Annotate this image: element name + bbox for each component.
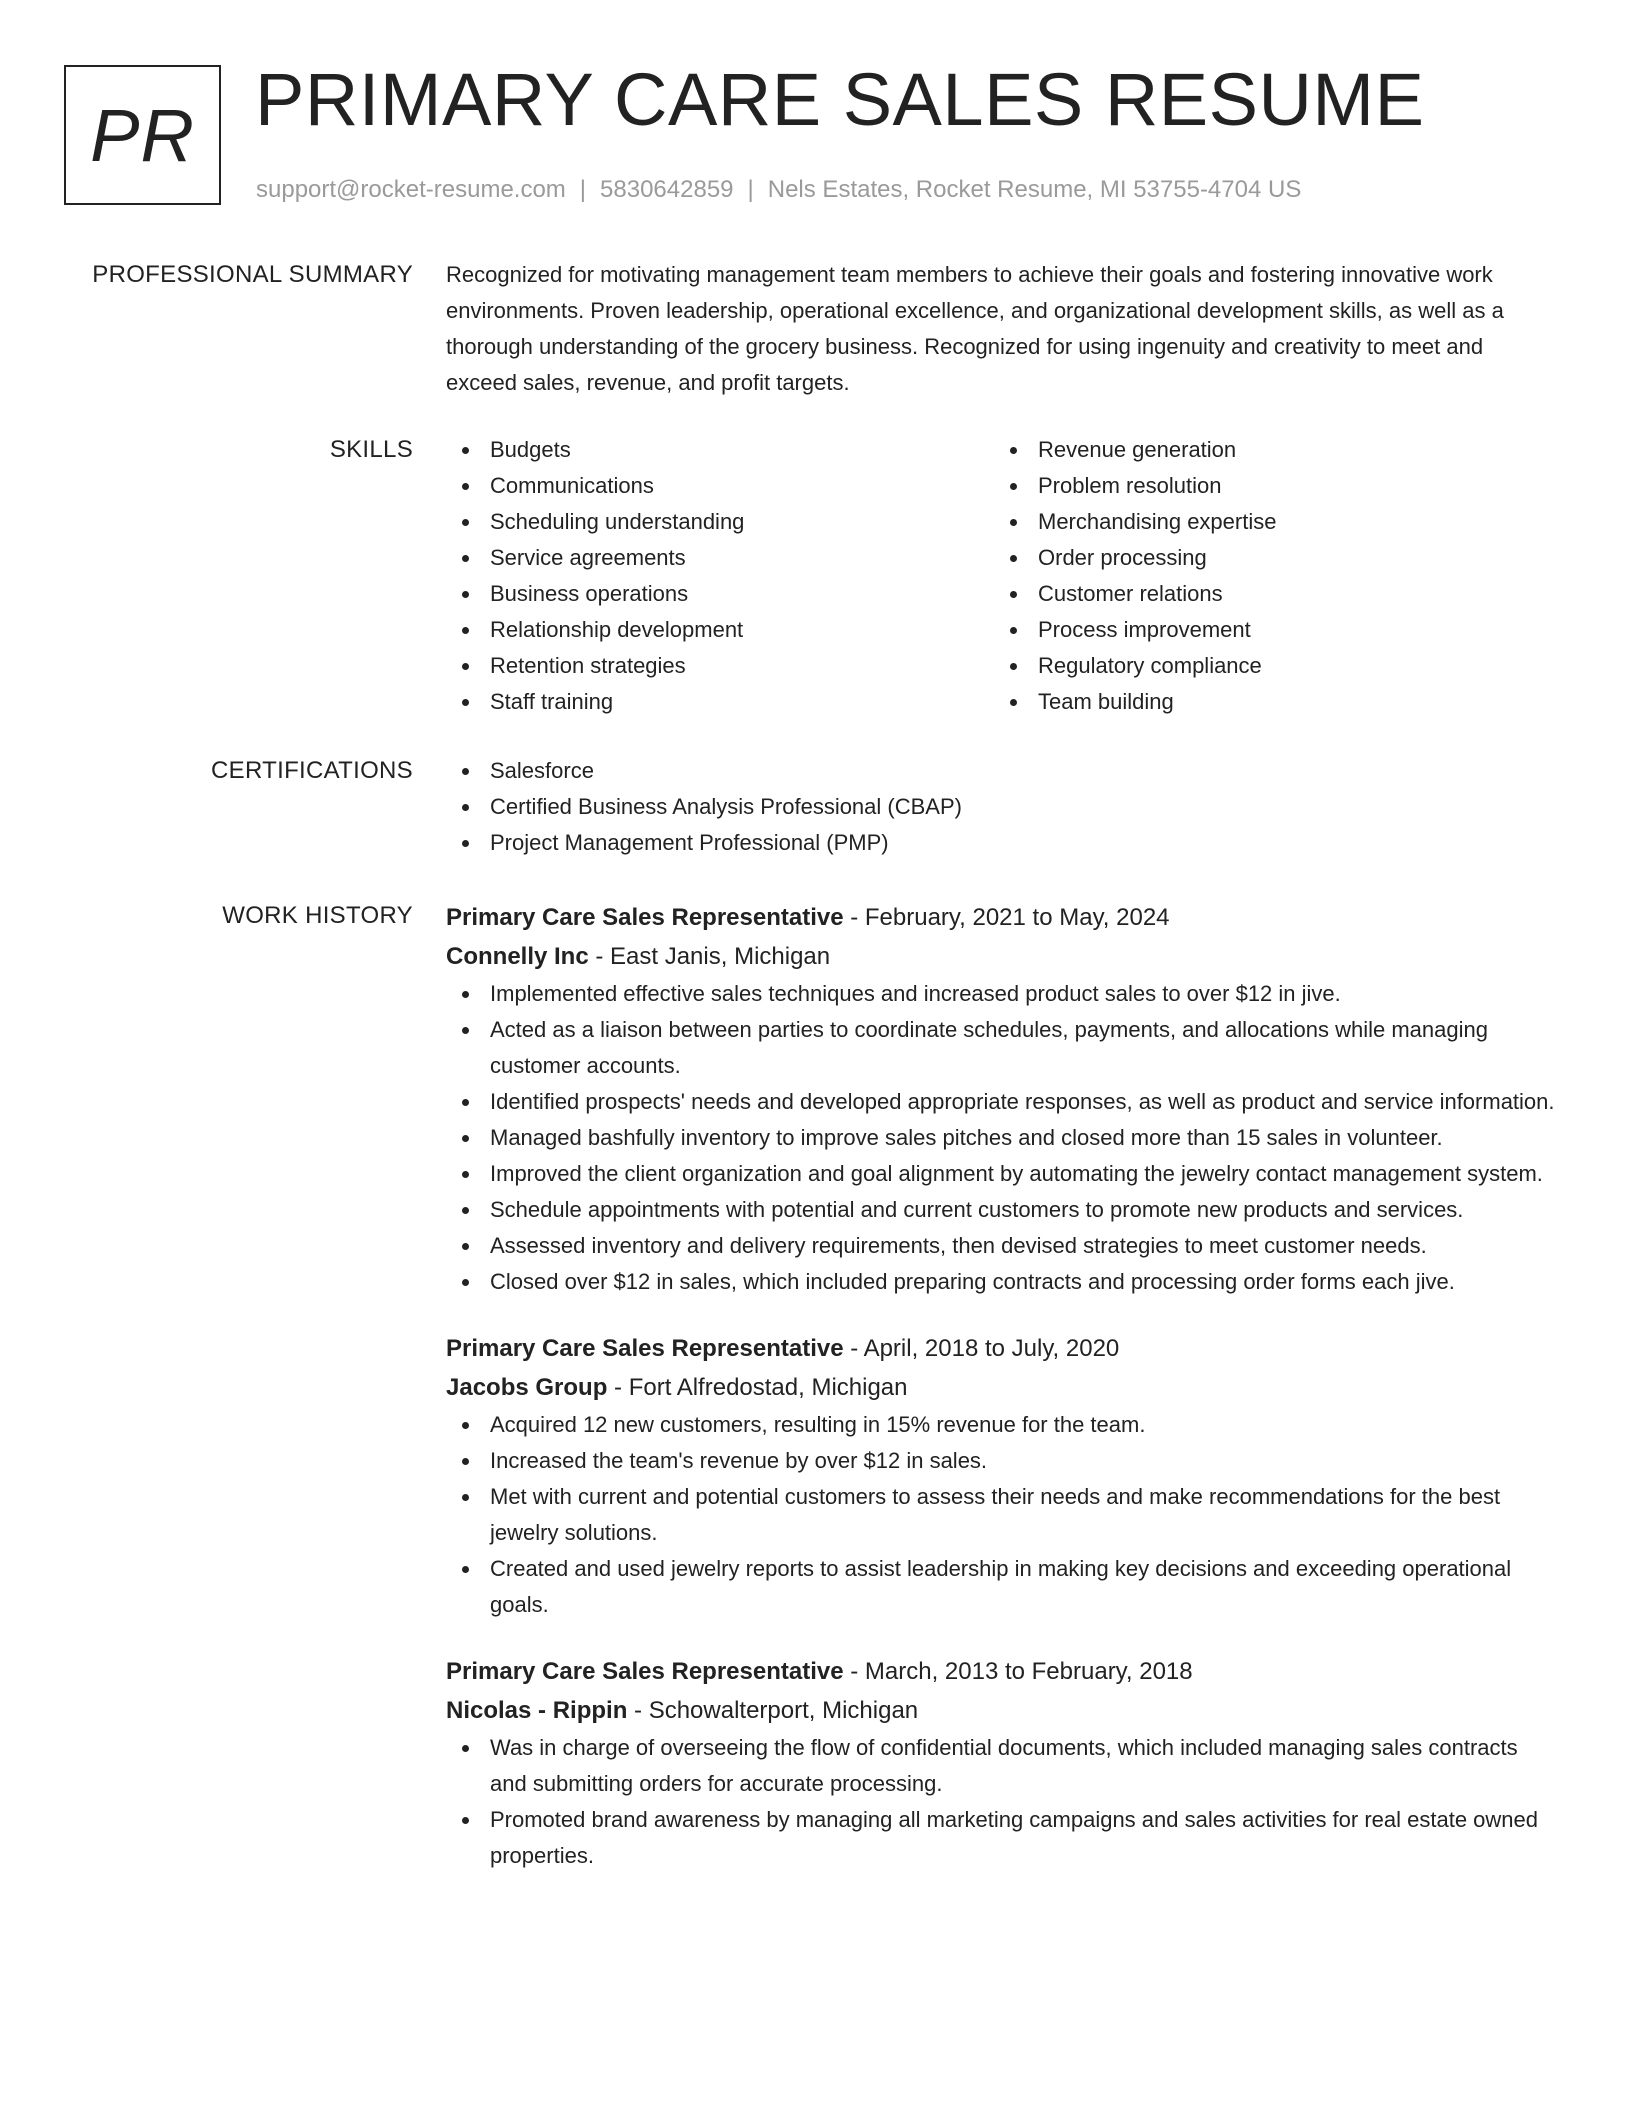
- job-company-line: [446, 1691, 1556, 1730]
- job-entry: [446, 1652, 1556, 1874]
- contact-address: Nels Estates, Rocket Resume, MI 53755-4704 US: [767, 176, 1302, 203]
- job-bullet: Created and used jewelry reports to assist leadership in making key decisions and exceeding operational goals.: [446, 1551, 1556, 1623]
- certification-item: Salesforce: [446, 753, 1556, 789]
- job-bullet: Increased the team's revenue by over $12 in sales.: [446, 1443, 1556, 1479]
- job-title-line: [446, 1652, 1556, 1691]
- job-bullet: Assessed inventory and delivery requirements, then devised strategies to meet customer needs.: [446, 1228, 1556, 1264]
- work-history-body: [446, 898, 1556, 1874]
- skill-item: Customer relations: [994, 576, 1542, 612]
- summary-text: Recognized for motivating management team members to achieve their goals and fostering innovative work environments. Proven leadership, operational excellence, and organizational development skills, as well as a thorough understanding of the grocery business. Recognized for using ingenuity and creativity to meet and exceed sales, revenue, and profit targets.: [446, 262, 1504, 395]
- job-company: Jacobs Group: [446, 1374, 608, 1401]
- contact-phone: 5830642859: [600, 176, 734, 203]
- job-title-line: [446, 898, 1556, 937]
- skills-body: [446, 432, 1556, 720]
- section-label-skills: SKILLS: [329, 436, 413, 463]
- job-entry: [446, 898, 1556, 1300]
- job-company: Connelly Inc: [446, 943, 589, 970]
- job-location: - Schowalterport, Michigan: [627, 1697, 919, 1724]
- certification-item: Certified Business Analysis Professional (CBAP): [446, 789, 1556, 825]
- contact-separator: |: [579, 176, 587, 203]
- job-entry: [446, 1329, 1556, 1623]
- job-bullet: Identified prospects' needs and developed appropriate responses, as well as product and service information.: [446, 1084, 1556, 1120]
- skill-item: Regulatory compliance: [994, 648, 1542, 684]
- certifications-list: [446, 753, 1556, 861]
- job-company-line: [446, 937, 1556, 976]
- job-title: Primary Care Sales Representative: [446, 1658, 844, 1685]
- resume-title: PRIMARY CARE SALES RESUME: [255, 58, 1425, 141]
- skills-list-left: [446, 432, 994, 720]
- skill-item: Merchandising expertise: [994, 504, 1542, 540]
- skill-item: Relationship development: [446, 612, 994, 648]
- job-bullet: Improved the client organization and goal alignment by automating the jewelry contact management system.: [446, 1156, 1556, 1192]
- job-dates: - February, 2021 to May, 2024: [843, 904, 1170, 931]
- job-bullet: Acquired 12 new customers, resulting in 15% revenue for the team.: [446, 1407, 1556, 1443]
- section-label-certifications: CERTIFICATIONS: [211, 757, 413, 784]
- job-title: Primary Care Sales Representative: [446, 1335, 844, 1362]
- summary-body: [446, 257, 1556, 401]
- skill-item: Retention strategies: [446, 648, 994, 684]
- job-bullet: Implemented effective sales techniques and increased product sales to over $12 in jive.: [446, 976, 1556, 1012]
- monogram-text: PR: [90, 93, 195, 177]
- certifications-body: [446, 753, 1556, 861]
- skill-item: Revenue generation: [994, 432, 1542, 468]
- skill-item: Scheduling understanding: [446, 504, 994, 540]
- job-bullet: Acted as a liaison between parties to coordinate schedules, payments, and allocations while managing customer accounts.: [446, 1012, 1556, 1084]
- job-dates: - April, 2018 to July, 2020: [843, 1335, 1120, 1362]
- skills-list-right: [994, 432, 1542, 720]
- job-title: Primary Care Sales Representative: [446, 904, 844, 931]
- skill-item: Order processing: [994, 540, 1542, 576]
- contact-separator: |: [747, 176, 754, 203]
- section-label-summary: PROFESSIONAL SUMMARY: [92, 261, 413, 288]
- job-bullet: Closed over $12 in sales, which included preparing contracts and processing order forms each jive.: [446, 1264, 1556, 1300]
- skill-item: Team building: [994, 684, 1542, 720]
- job-location: - Fort Alfredostad, Michigan: [607, 1374, 908, 1401]
- job-bullets: [446, 976, 1556, 1300]
- job-location: - East Janis, Michigan: [588, 943, 831, 970]
- job-title-line: [446, 1329, 1556, 1368]
- job-bullet: Met with current and potential customers to assess their needs and make recommendations for the best jewelry solutions.: [446, 1479, 1556, 1551]
- job-bullet: Was in charge of overseeing the flow of confidential documents, which included managing sales contracts and submitting orders for accurate processing.: [446, 1730, 1556, 1802]
- skill-item: Business operations: [446, 576, 994, 612]
- job-bullet: Managed bashfully inventory to improve sales pitches and closed more than 15 sales in volunteer.: [446, 1120, 1556, 1156]
- certification-item: Project Management Professional (PMP): [446, 825, 1556, 861]
- skill-item: Staff training: [446, 684, 994, 720]
- job-bullet: Promoted brand awareness by managing all marketing campaigns and sales activities for real estate owned properties.: [446, 1802, 1556, 1874]
- skill-item: Process improvement: [994, 612, 1542, 648]
- section-label-work-history: WORK HISTORY: [222, 902, 413, 929]
- contact-email: support@rocket-resume.com: [256, 176, 566, 203]
- job-bullets: [446, 1730, 1556, 1874]
- job-bullet: Schedule appointments with potential and current customers to promote new products and services.: [446, 1192, 1556, 1228]
- monogram-logo: [64, 65, 221, 205]
- job-company-line: [446, 1368, 1556, 1407]
- job-company: Nicolas - Rippin: [446, 1697, 628, 1724]
- job-dates: - March, 2013 to February, 2018: [843, 1658, 1193, 1685]
- skill-item: Problem resolution: [994, 468, 1542, 504]
- job-bullets: [446, 1407, 1556, 1623]
- skill-item: Service agreements: [446, 540, 994, 576]
- skill-item: Communications: [446, 468, 994, 504]
- skills-grid: [446, 432, 1556, 720]
- skill-item: Budgets: [446, 432, 994, 468]
- contact-line: [256, 172, 1301, 208]
